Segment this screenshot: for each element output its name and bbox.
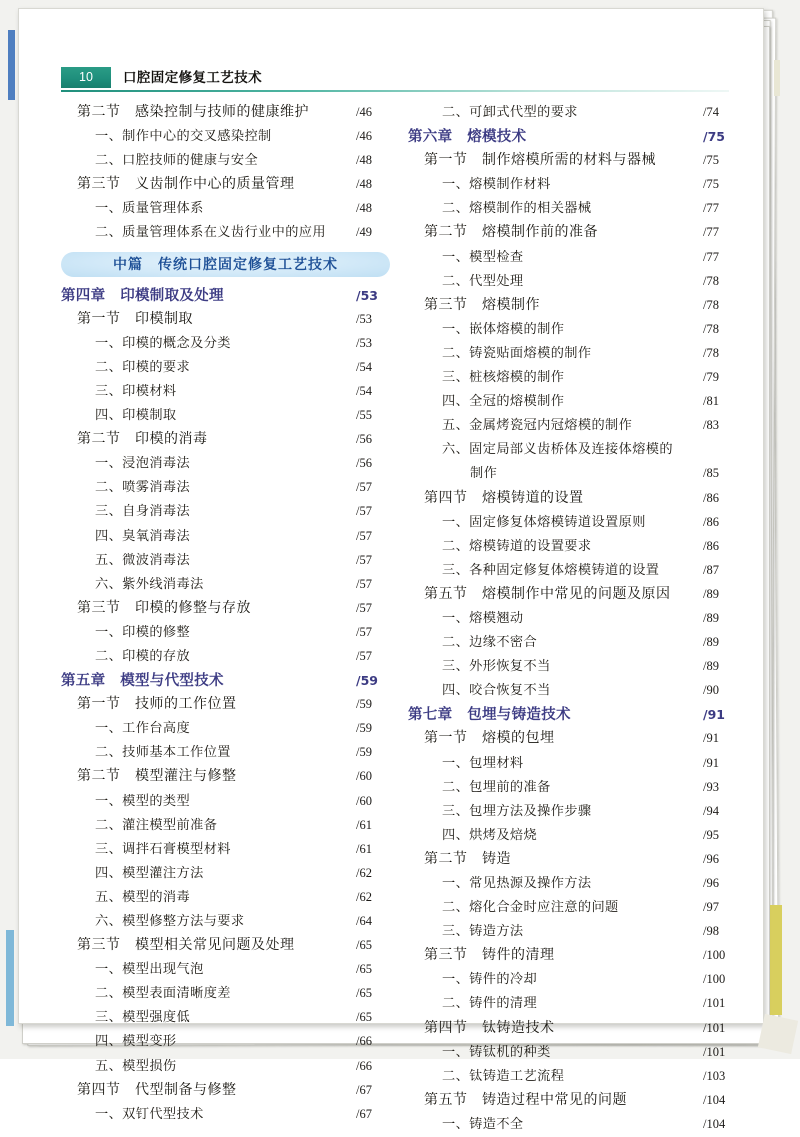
toc-entry-page-number: /78 <box>703 273 719 288</box>
toc-entry-page-number: /57 <box>356 576 372 591</box>
toc-entry-label: 第七章 包埋与铸造技术 <box>408 707 571 724</box>
toc-entry-section[interactable] <box>61 597 390 621</box>
toc-entry-label: 二、喷雾消毒法 <box>95 479 191 495</box>
toc-entry-item[interactable] <box>61 356 390 380</box>
page-number-text: 10 <box>79 70 93 84</box>
toc-entry-item[interactable] <box>408 896 737 920</box>
toc-entry-label: 三、模型强度低 <box>95 1009 191 1025</box>
toc-entry-chapter[interactable] <box>408 703 737 727</box>
toc-entry-page-number: /53 <box>356 335 372 350</box>
toc-entry-item[interactable] <box>61 500 390 524</box>
toc-entry-item[interactable] <box>408 559 737 583</box>
toc-entry-label: 第三节 义齿制作中心的质量管理 <box>77 177 295 193</box>
toc-entry-page-number: /65 <box>356 986 372 1001</box>
toc-entry-page-number: /66 <box>356 1034 372 1049</box>
toc-entry-item[interactable] <box>408 1041 737 1065</box>
toc-entry-page-number: /79 <box>703 370 719 385</box>
toc-entry-label: 一、双钉代型技术 <box>95 1105 204 1121</box>
toc-entry-item[interactable] <box>408 511 737 535</box>
toc-entry-page-number: /60 <box>356 769 372 784</box>
toc-entry-page-number: /94 <box>703 803 719 818</box>
toc-entry-item[interactable] <box>408 438 737 462</box>
toc-entry-item[interactable] <box>408 414 737 438</box>
toc-entry-page-number: /48 <box>356 177 372 192</box>
toc-entry-item[interactable] <box>408 679 737 703</box>
toc-entry-label: 三、调拌石膏模型材料 <box>95 840 231 856</box>
toc-entry-page-number: /74 <box>703 105 719 119</box>
toc-entry-item[interactable] <box>61 982 390 1006</box>
toc-entry-section[interactable] <box>408 221 737 245</box>
toc-entry-label: 第一节 技师的工作位置 <box>77 697 237 713</box>
page-edge-marker-cyan <box>6 930 14 1026</box>
toc-entry-item[interactable] <box>61 1055 390 1079</box>
toc-entry-page-number: /53 <box>356 287 378 303</box>
toc-entry-item[interactable] <box>61 862 390 886</box>
toc-entry-item[interactable] <box>61 838 390 862</box>
toc-entry-page-number: /85 <box>703 466 719 481</box>
toc-entry-item[interactable] <box>61 1006 390 1030</box>
toc-entry-page-number: /96 <box>703 876 719 890</box>
toc-entry-label: 第四章 印模制取及处理 <box>61 287 224 304</box>
toc-entry-label: 第四节 钛铸造技术 <box>424 1020 555 1036</box>
toc-entry-label: 一、固定修复体熔模铸道设置原则 <box>442 513 646 529</box>
toc-entry-item[interactable] <box>408 752 737 776</box>
toc-entry-label: 一、模型出现气泡 <box>95 961 204 977</box>
toc-entry-page-number: /59 <box>356 721 372 736</box>
toc-entry-label: 一、浸泡消毒法 <box>95 455 191 471</box>
toc-entry-page-number: /96 <box>703 851 719 866</box>
toc-entry-item[interactable] <box>408 318 737 342</box>
toc-entry-page-number: /91 <box>703 707 725 723</box>
toc-entry-label: 第二节 模型灌注与修整 <box>77 769 237 785</box>
toc-entry-page-number: /49 <box>356 225 372 240</box>
toc-entry-item[interactable] <box>61 1103 390 1127</box>
toc-entry-item[interactable] <box>61 886 390 910</box>
toc-entry-label: 四、模型变形 <box>95 1033 177 1049</box>
toc-entry-page-number: /65 <box>356 1010 372 1025</box>
toc-entry-item[interactable] <box>61 221 390 245</box>
toc-entry-label: 第一节 熔模的包埋 <box>424 731 555 747</box>
page-edge-marker-yellow <box>770 905 782 1015</box>
toc-entry-label: 第二节 铸造 <box>424 851 511 867</box>
toc-entry-label: 一、模型的类型 <box>95 792 191 808</box>
toc-entry-page-number: /86 <box>703 490 719 505</box>
toc-entry-section[interactable] <box>61 765 390 789</box>
toc-entry-page-number: /48 <box>356 201 372 216</box>
toc-entry-page-number: /104 <box>703 1092 726 1107</box>
toc-entry-item[interactable] <box>408 366 737 390</box>
toc-entry-label: 三、自身消毒法 <box>95 503 191 519</box>
toc-entry-label: 第四节 熔模铸道的设置 <box>424 490 584 506</box>
toc-entry-label: 四、臭氧消毒法 <box>95 527 191 543</box>
toc-entry-page-number: /90 <box>703 683 719 698</box>
toc-entry-page-number: /103 <box>703 1068 726 1083</box>
toc-entry-label: 一、模型检查 <box>442 248 524 264</box>
toc-entry-label: 五、模型的消毒 <box>95 888 191 904</box>
toc-entry-label: 制作 <box>470 465 498 481</box>
page-edge-marker-cream <box>774 60 780 96</box>
toc-entry-section[interactable] <box>61 934 390 958</box>
toc-entry-item[interactable] <box>408 992 737 1016</box>
toc-entry-label: 二、印模的存放 <box>95 647 191 663</box>
toc-entry-item[interactable] <box>61 404 390 428</box>
toc-entry-page-number: /57 <box>356 552 372 567</box>
toc-column-right <box>408 101 737 1137</box>
toc-entry-page-number: /66 <box>356 1058 372 1073</box>
toc-entry-label: 第二节 感染控制与技师的健康维护 <box>77 105 309 120</box>
toc-entry-page-number: /78 <box>703 297 719 312</box>
part-banner <box>61 252 390 277</box>
toc-entry-label: 二、边缘不密合 <box>442 634 538 650</box>
toc-entry-label: 五、金属烤瓷冠内冠熔模的制作 <box>442 417 633 433</box>
toc-entry-item[interactable] <box>408 631 737 655</box>
toc-entry-item[interactable] <box>408 776 737 800</box>
toc-entry-item[interactable] <box>408 535 737 559</box>
toc-entry-page-number: /98 <box>703 924 719 939</box>
toc-entry-page-number: /91 <box>703 755 719 770</box>
toc-entry-label: 第二节 熔模制作前的准备 <box>424 225 598 241</box>
toc-entry-label: 第三节 模型相关常见问题及处理 <box>77 938 295 954</box>
toc-entry-page-number: /61 <box>356 841 372 856</box>
toc-entry-page-number: /91 <box>703 731 719 746</box>
toc-entry-item[interactable] <box>408 197 737 221</box>
toc-entry-item[interactable] <box>61 476 390 500</box>
toc-entry-label: 第三节 铸件的清理 <box>424 948 555 964</box>
toc-entry-label: 四、模型灌注方法 <box>95 864 204 880</box>
toc-entry-page-number: /81 <box>703 394 719 409</box>
toc-entry-page-number: /48 <box>356 153 372 168</box>
toc-entry-page-number: /57 <box>356 600 372 615</box>
toc-entry-page-number: /53 <box>356 311 372 326</box>
toc-entry-label: 二、代型处理 <box>442 272 524 288</box>
toc-entry-label: 一、印模的修整 <box>95 623 191 639</box>
toc-entry-label: 一、质量管理体系 <box>95 200 204 216</box>
toc-column-left <box>61 101 390 1137</box>
toc-entry-page-number: /67 <box>356 1082 372 1097</box>
toc-entry-label: 二、铸件的清理 <box>442 995 538 1011</box>
toc-entry-page-number: /54 <box>356 383 372 398</box>
toc-entry-item[interactable] <box>408 342 737 366</box>
toc-entry-page-number: /100 <box>703 972 726 987</box>
toc-entry-label: 一、熔模制作材料 <box>442 176 551 192</box>
toc-entry-page-number: /97 <box>703 900 719 915</box>
toc-entry-section[interactable] <box>61 101 390 125</box>
toc-entry-chapter[interactable] <box>61 669 390 693</box>
toc-entry-page-number: /57 <box>356 480 372 495</box>
toc-entry-item[interactable] <box>408 1065 737 1089</box>
toc-entry-label: 第三节 印模的修整与存放 <box>77 600 251 616</box>
toc-entry-label: 二、铸瓷贴面熔模的制作 <box>442 344 592 360</box>
toc-entry-label: 五、微波消毒法 <box>95 551 191 567</box>
toc-entry-label: 三、外形恢复不当 <box>442 658 551 674</box>
toc-entry-page-number: /95 <box>703 827 719 842</box>
toc-entry-item[interactable] <box>61 452 390 476</box>
toc-entry-item[interactable] <box>61 814 390 838</box>
toc-entry-label: 一、常见热源及操作方法 <box>442 875 592 890</box>
toc-entry-page-number: /104 <box>703 1116 726 1131</box>
toc-entry-label: 五、模型损伤 <box>95 1057 177 1073</box>
toc-entry-page-number: /100 <box>703 948 726 963</box>
toc-entry-label: 二、技师基本工作位置 <box>95 744 231 760</box>
toc-entry-label: 第五节 铸造过程中常见的问题 <box>424 1092 627 1108</box>
toc-entry-item[interactable] <box>61 958 390 982</box>
toc-entry-label: 六、紫外线消毒法 <box>95 575 204 591</box>
toc-entry-page-number: /62 <box>356 865 372 880</box>
toc-columns <box>61 101 737 1137</box>
toc-entry-label: 第五节 熔模制作中常见的问题及原因 <box>424 586 671 602</box>
page-edge-marker-blue <box>8 30 15 100</box>
toc-entry-page-number: /89 <box>703 586 719 601</box>
toc-entry-label: 二、可卸式代型的要求 <box>442 104 578 119</box>
toc-entry-label: 二、熔模制作的相关器械 <box>442 200 592 216</box>
toc-entry-chapter[interactable] <box>61 284 390 308</box>
toc-entry-label: 二、熔模铸道的设置要求 <box>442 537 592 553</box>
toc-entry-label: 四、全冠的熔模制作 <box>442 393 565 409</box>
toc-entry-label: 一、印模的概念及分类 <box>95 334 231 350</box>
toc-entry-item[interactable] <box>61 525 390 549</box>
toc-entry-item[interactable] <box>408 824 737 848</box>
toc-entry-label: 三、铸造方法 <box>442 923 524 939</box>
toc-entry-item[interactable] <box>408 607 737 631</box>
toc-entry-label: 第三节 熔模制作 <box>424 297 540 313</box>
toc-entry-label: 第一节 制作熔模所需的材料与器械 <box>424 153 656 169</box>
toc-entry-page-number: /61 <box>356 817 372 832</box>
toc-entry-chapter[interactable] <box>408 125 737 149</box>
toc-entry-label: 三、桩核熔模的制作 <box>442 369 565 385</box>
toc-entry-item[interactable] <box>408 920 737 944</box>
toc-entry-item[interactable] <box>61 380 390 404</box>
toc-entry-label: 二、印模的要求 <box>95 358 191 374</box>
toc-entry-section[interactable] <box>61 693 390 717</box>
toc-entry-page-number: /46 <box>356 129 372 144</box>
toc-entry-label: 四、印模制取 <box>95 407 177 423</box>
toc-entry-label: 一、包埋材料 <box>442 754 524 770</box>
toc-entry-page-number: /89 <box>703 635 719 650</box>
toc-entry-label: 二、灌注模型前准备 <box>95 816 218 832</box>
toc-entry-page-number: /78 <box>703 321 719 336</box>
toc-entry-item[interactable] <box>408 968 737 992</box>
header-rule <box>61 90 729 92</box>
toc-entry-page-number: /89 <box>703 659 719 674</box>
toc-entry-page-number: /54 <box>356 359 372 374</box>
toc-entry-label: 二、质量管理体系在义齿行业中的应用 <box>95 224 326 240</box>
book-page <box>18 8 764 1131</box>
toc-entry-label: 第二节 印模的消毒 <box>77 432 208 448</box>
toc-entry-label: 三、包埋方法及操作步骤 <box>442 802 592 818</box>
toc-entry-page-number: /86 <box>703 538 719 553</box>
toc-entry-page-number: /65 <box>356 962 372 977</box>
toc-entry-page-number: /101 <box>703 996 726 1011</box>
toc-entry-label: 四、烘烤及焙烧 <box>442 826 538 842</box>
toc-entry-label: 一、制作中心的交叉感染控制 <box>95 128 272 144</box>
page-corner-fold <box>758 1014 798 1054</box>
toc-entry-section[interactable] <box>61 428 390 452</box>
toc-entry-page-number: /60 <box>356 793 372 808</box>
toc-entry-label: 第一节 印模制取 <box>77 311 193 327</box>
toc-entry-label: 二、钛铸造工艺流程 <box>442 1067 565 1083</box>
toc-entry-item[interactable] <box>61 1030 390 1054</box>
toc-entry-cont[interactable] <box>408 462 737 486</box>
toc-entry-item[interactable] <box>61 741 390 765</box>
toc-entry-item[interactable] <box>61 549 390 573</box>
toc-entry-item[interactable] <box>61 149 390 173</box>
toc-entry-label: 二、口腔技师的健康与安全 <box>95 152 259 168</box>
toc-entry-label: 一、熔模翘动 <box>442 609 524 625</box>
running-head <box>61 67 729 93</box>
toc-entry-label: 三、各种固定修复体熔模铸道的设置 <box>442 561 660 577</box>
toc-entry-page-number: /101 <box>703 1020 726 1035</box>
toc-entry-page-number: /77 <box>703 249 719 264</box>
toc-entry-item[interactable] <box>408 173 737 197</box>
toc-entry-section[interactable] <box>61 1079 390 1103</box>
toc-entry-section[interactable] <box>61 308 390 332</box>
toc-entry-item[interactable] <box>408 655 737 679</box>
toc-entry-label: 一、铸件的冷却 <box>442 971 538 987</box>
toc-entry-page-number: /57 <box>356 648 372 663</box>
toc-entry-section[interactable] <box>408 1089 737 1113</box>
toc-entry-item[interactable] <box>61 717 390 741</box>
toc-entry-item[interactable] <box>61 197 390 221</box>
toc-entry-item[interactable] <box>61 332 390 356</box>
part-banner-text: 中篇 传统口腔固定修复工艺技术 <box>113 257 338 274</box>
toc-entry-page-number: /67 <box>356 1106 372 1121</box>
toc-entry-page-number: /83 <box>703 418 719 433</box>
toc-entry-page-number: /77 <box>703 225 719 240</box>
toc-entry-page-number: /101 <box>703 1044 726 1059</box>
book-title: 口腔固定修复工艺技术 <box>123 70 262 86</box>
toc-entry-item[interactable] <box>408 270 737 294</box>
toc-entry-page-number: /75 <box>703 129 725 145</box>
toc-entry-label: 四、咬合恢复不当 <box>442 682 551 698</box>
toc-entry-label: 三、印模材料 <box>95 382 177 398</box>
toc-entry-section[interactable] <box>408 583 737 607</box>
toc-entry-item[interactable] <box>408 1113 737 1137</box>
toc-entry-label: 一、工作台高度 <box>95 720 191 736</box>
toc-entry-item[interactable] <box>61 645 390 669</box>
toc-entry-page-number: /77 <box>703 201 719 216</box>
toc-entry-label: 一、铸造不全 <box>442 1115 524 1131</box>
toc-entry-page-number: /56 <box>356 456 372 471</box>
toc-entry-page-number: /93 <box>703 779 719 794</box>
toc-entry-page-number: /59 <box>356 697 372 712</box>
toc-entry-item[interactable] <box>408 872 737 896</box>
toc-entry-page-number: /65 <box>356 938 372 953</box>
toc-entry-section[interactable] <box>408 1017 737 1041</box>
toc-entry-item[interactable] <box>408 800 737 824</box>
toc-entry-page-number: /89 <box>703 610 719 625</box>
toc-entry-label: 一、铸钛机的种类 <box>442 1043 551 1059</box>
toc-entry-item[interactable] <box>61 125 390 149</box>
toc-entry-label: 第六章 熔模技术 <box>408 129 527 146</box>
toc-entry-section[interactable] <box>408 944 737 968</box>
toc-entry-page-number: /57 <box>356 528 372 543</box>
toc-entry-page-number: /55 <box>356 408 372 423</box>
toc-entry-page-number: /57 <box>356 624 372 639</box>
toc-entry-section[interactable] <box>408 294 737 318</box>
page-number-badge <box>61 67 111 88</box>
toc-entry-label: 二、包埋前的准备 <box>442 778 551 794</box>
toc-entry-label: 第五章 模型与代型技术 <box>61 673 224 690</box>
toc-entry-item[interactable] <box>61 621 390 645</box>
toc-entry-page-number: /87 <box>703 562 719 577</box>
toc-entry-label: 二、熔化合金时应注意的问题 <box>442 899 619 915</box>
toc-entry-label: 一、嵌体熔模的制作 <box>442 320 565 336</box>
toc-entry-label: 第四节 代型制备与修整 <box>77 1082 237 1098</box>
toc-entry-page-number: /57 <box>356 504 372 519</box>
toc-entry-page-number: /86 <box>703 514 719 529</box>
toc-entry-item[interactable] <box>408 246 737 270</box>
toc-entry-page-number: /59 <box>356 673 378 689</box>
toc-entry-page-number: /64 <box>356 914 372 928</box>
toc-entry-page-number: /59 <box>356 745 372 760</box>
toc-entry-section[interactable] <box>408 149 737 173</box>
toc-entry-page-number: /62 <box>356 889 372 904</box>
toc-entry-page-number: /78 <box>703 345 719 360</box>
toc-entry-page-number: /75 <box>703 177 719 192</box>
toc-entry-item[interactable] <box>61 790 390 814</box>
toc-entry-item[interactable] <box>61 910 390 934</box>
toc-entry-page-number: /56 <box>356 432 372 447</box>
toc-entry-section[interactable] <box>408 727 737 751</box>
toc-entry-label: 二、模型表面清晰度差 <box>95 985 231 1001</box>
toc-entry-item[interactable] <box>408 101 737 125</box>
toc-entry-page-number: /46 <box>356 105 372 119</box>
toc-entry-page-number: /75 <box>703 153 719 168</box>
toc-entry-item[interactable] <box>408 390 737 414</box>
toc-entry-section[interactable] <box>408 848 737 872</box>
toc-entry-section[interactable] <box>61 173 390 197</box>
toc-entry-label: 六、模型修整方法与要求 <box>95 913 245 928</box>
toc-entry-label: 六、固定局部义齿桥体及连接体熔模的 <box>442 441 673 457</box>
toc-entry-section[interactable] <box>408 487 737 511</box>
toc-entry-item[interactable] <box>61 573 390 597</box>
